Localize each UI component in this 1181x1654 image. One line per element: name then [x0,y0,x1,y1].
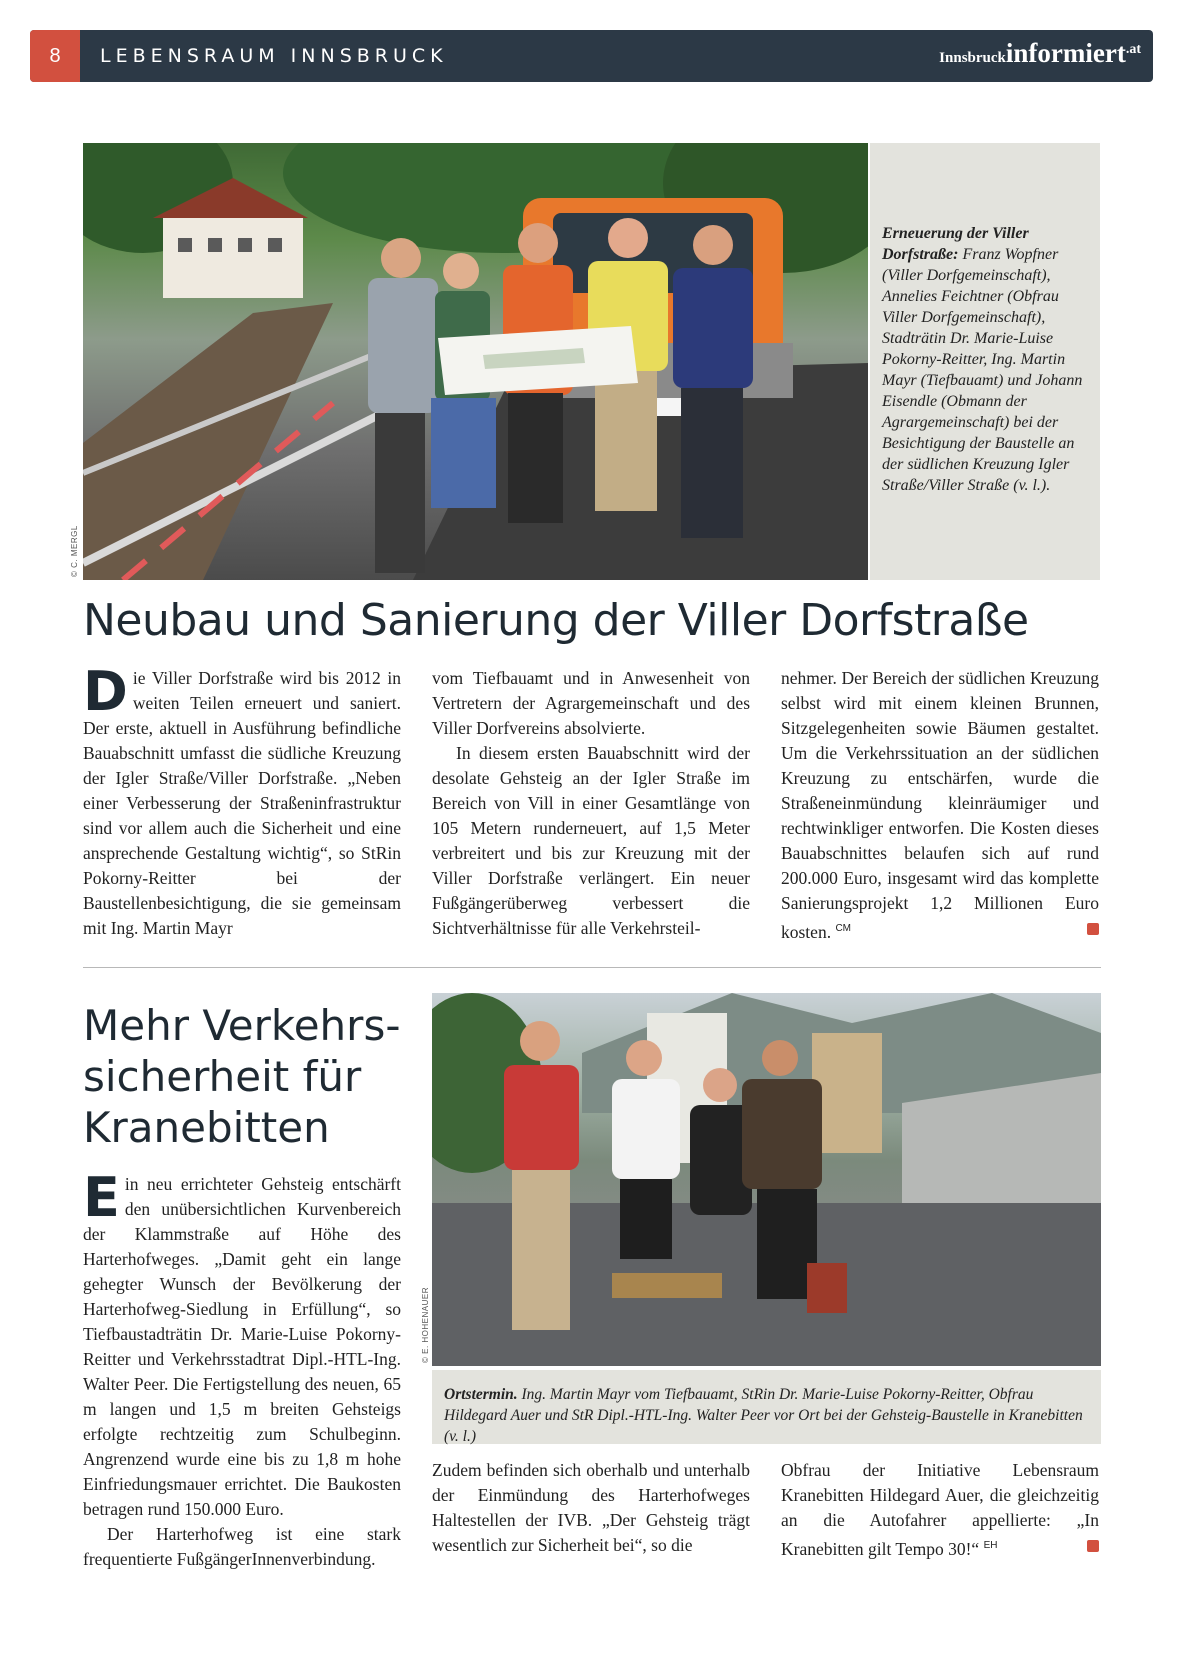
paragraph [83,1166,401,1522]
drop-cap: E [83,1166,120,1229]
article-column [83,660,401,941]
paragraph [781,666,1099,945]
photo-kranebitten [432,993,1101,1366]
author-signature: CM [835,923,852,934]
paragraph: Der Harterhofweg ist eine stark frequentierte FußgängerInnenverbindung. [83,1524,401,1569]
section-divider [83,967,1101,968]
page-header [30,30,1153,82]
article-headline: Neubau und Sanierung der Viller Dorfstraße [83,595,1029,646]
paragraph [781,1458,1099,1562]
photo-credit: © E. HOHENAUER [421,1286,430,1363]
article-column [781,1458,1099,1562]
paragraph-text: nehmer. Der Bereich der südlichen Kreuzung selbst wird mit einem kleinen Brunnen, Sitzgelegenheiten sowie Bäumen gestaltet. Um die Verkehrssituation an der südlichen Kreuzung zu entschärfen, wurde die Straßeneinmündung kleinräumiger und rechtwinkliger entworfen. Die Kosten dieses Bauabschnittes belaufen sich auf rund 200.000 Euro, insgesamt wird das komplette Sanierungsprojekt 1,2 Millionen Euro kosten. [781,668,1099,942]
paragraph: Zudem befinden sich oberhalb und unterhalb der Einmündung des Harterhofweges Haltestellen der IVB. „Der Gehsteig trägt wesentlich zur Sicherheit bei“, so die [432,1460,750,1555]
caption-text: Franz Wopfner (Viller Dorfgemeinschaft), Annelies Feichtner (Obfrau Viller Dorfgemeinschaft), Stadträtin Dr. Marie-Luise Pokorny-Reitter, Ing. Martin Mayr (Tiefbauamt) und Johann Eisendle (Obmann der Agrargemeinschaft) bei der Besichtigung der Baustelle an der südlichen Kreuzung Igler Straße/Viller Straße (v. l.). [882,246,1083,494]
paragraph-text: Obfrau der Initiative Lebensraum Kranebitten Hildegard Auer, die gleichzeitig an die Autofahrer appellierte: „In Kranebitten gilt Tempo 30!“ [781,1460,1099,1559]
author-signature: EH [983,1540,998,1551]
brand-logo [939,38,1141,69]
article-column [781,666,1099,945]
drop-cap: D [83,660,128,723]
paragraph-text: ie Viller Dorfstraße wird bis 2012 in weiten Teilen erneuert und saniert. Der erste, aktuell in Ausführung befindliche Bauabschnitt umfasst die südliche Kreuzung der Igler Straße/Viller Dorfstraße. „Neben einer Verbesserung der Straßeninfrastruktur sind vor allem auch die Sicherheit und eine ansprechende Gestaltung wichtig“, so StRin Pokorny-Reitter bei der Baustellenbesichtigung, die sie gemeinsam mit Ing. Martin Mayr [83,668,401,938]
article-column [83,1166,401,1572]
paragraph [83,660,401,941]
photo-caption [432,1370,1101,1444]
section-title: LEBENSRAUM INNSBRUCK [100,45,448,67]
brand-large: informiert [1005,38,1126,68]
caption-lead: Ortstermin. [444,1386,518,1403]
photo-caption [870,143,1100,580]
article-column [432,1458,750,1558]
brand-small: Innsbruck [939,50,1006,66]
brand-suffix: .at [1125,42,1141,57]
end-mark-icon [1087,1540,1099,1552]
end-mark-icon [1087,923,1099,935]
paragraph: In diesem ersten Bauabschnitt wird der desolate Gehsteig an der Igler Straße im Bereich von Vill in einer Gesamtlänge von 105 Metern runderneuert, auf 1,5 Meter verbreitert und bis zur Kreuzung mit der Viller Dorfstraße verlängert. Ein neuer Fußgängerüberweg verbessert die Sichtverhältnisse für alle Verkehrsteil- [432,743,750,938]
paragraph: vom Tiefbauamt und in Anwesenheit von Vertretern der Agrargemeinschaft und des Viller Dorfvereins absolvierte. [432,668,750,738]
caption-lead: Erneuerung der Viller Dorfstraße: [882,225,1029,263]
page-number: 8 [30,30,80,82]
photo-viller-dorfstrasse [83,143,868,580]
caption-text: Ing. Martin Mayr vom Tiefbauamt, StRin Dr. Marie-Luise Pokorny-Reitter, Obfrau Hildegard Auer und StR Dipl.-HTL-Ing. Walter Peer vor Ort bei der Gehsteig-Baustelle in Kranebitten (v. l.) [444,1386,1083,1445]
photo-credit: © C. MERGL [70,525,79,577]
article-headline: Mehr Verkehrs-sicherheit für Kranebitten [83,1001,401,1152]
paragraph-text: in neu errichteter Gehsteig entschärft den unübersichtlichen Kurvenbereich der Klammstraße auf Höhe des Harterhofweges. „Damit geht ein lange gehegter Wunsch der Bevölkerung der Harterhofweg-Siedlung in Erfüllung“, so Tiefbaustadträtin Dr. Marie-Luise Pokorny-Reitter und Verkehrsstadtrat Dipl.-HTL-Ing. Walter Peer. Die Fertigstellung des neuen, 65 m langen und 1,5 m breiten Gehsteigs erfolgte rechtzeitig zum Schulbeginn. Angrenzend wurde eine bis zu 1,8 m hohe Einfriedungsmauer errichtet. Die Baukosten betragen rund 150.000 Euro. [83,1174,401,1519]
article-column [432,666,750,941]
